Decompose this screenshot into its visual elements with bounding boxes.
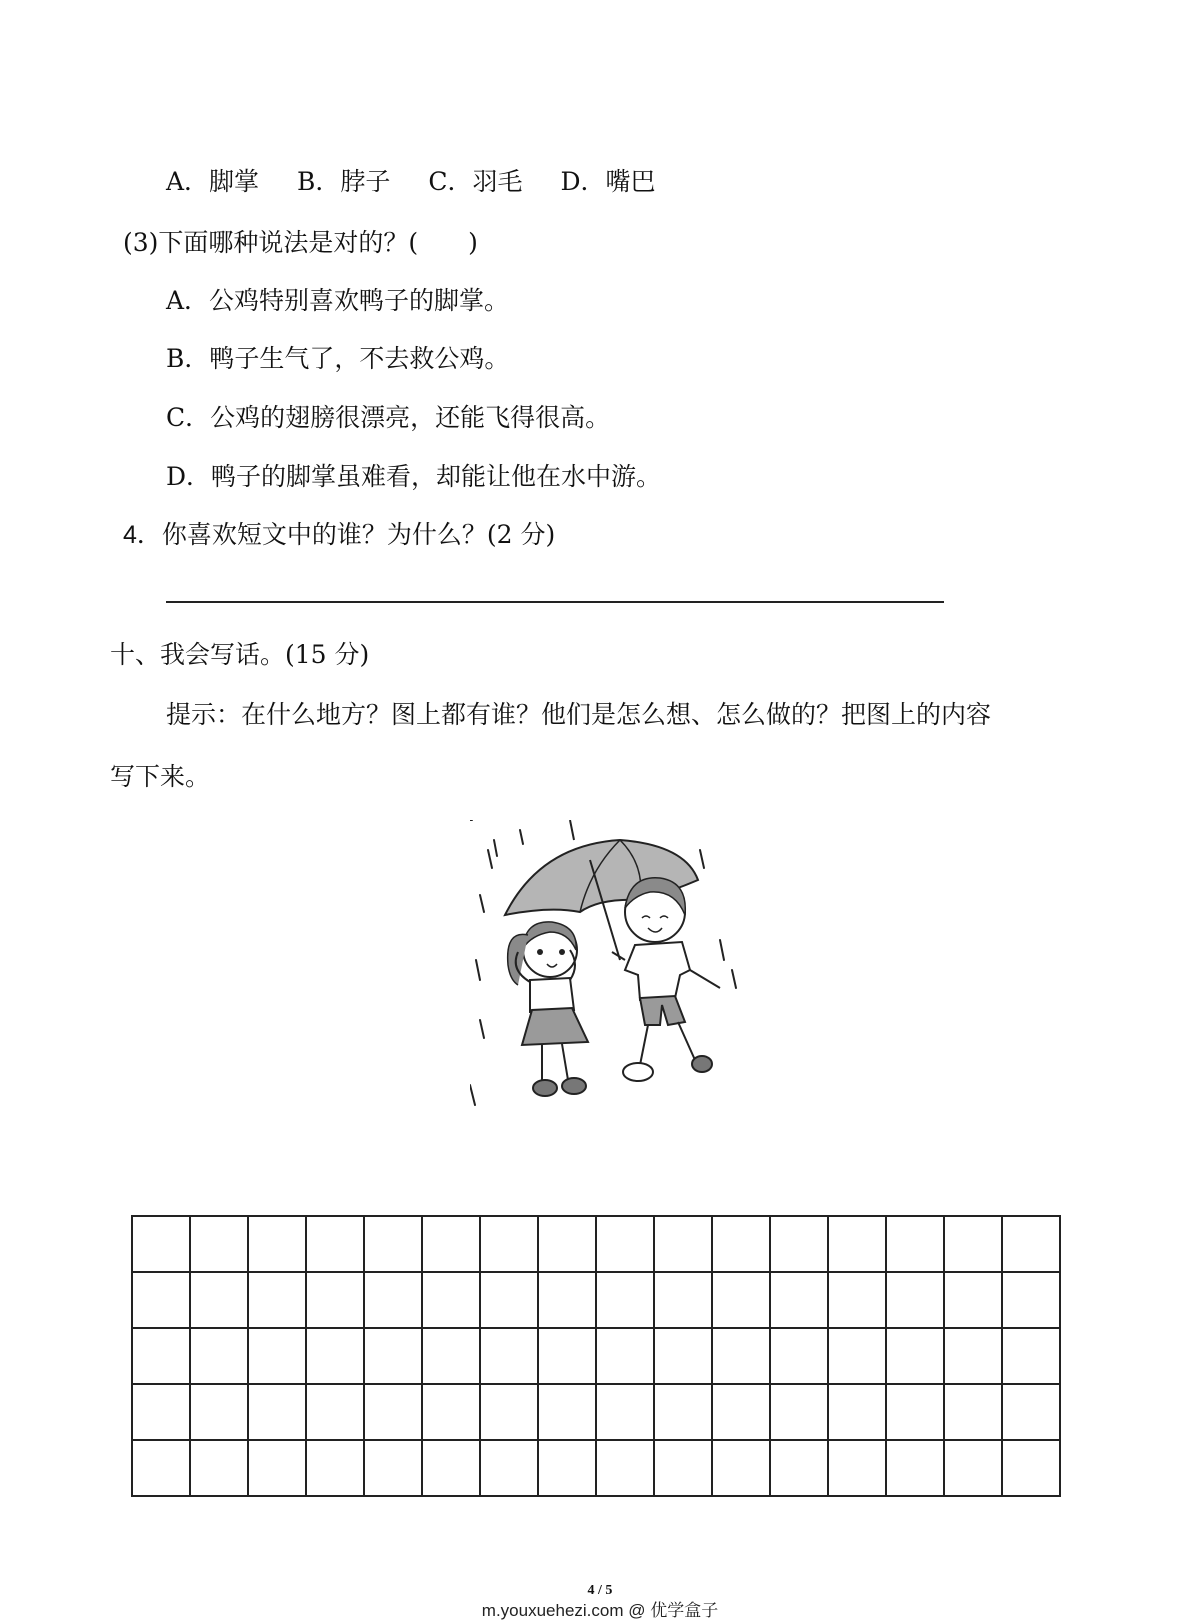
grid-cell[interactable] <box>596 1216 654 1272</box>
grid-row <box>132 1440 1060 1496</box>
grid-cell[interactable] <box>364 1216 422 1272</box>
grid-cell[interactable] <box>596 1440 654 1496</box>
grid-cell[interactable] <box>654 1328 712 1384</box>
grid-row <box>132 1272 1060 1328</box>
grid-cell[interactable] <box>190 1384 248 1440</box>
grid-cell[interactable] <box>306 1272 364 1328</box>
grid-cell[interactable] <box>712 1272 770 1328</box>
grid-cell[interactable] <box>190 1216 248 1272</box>
grid-cell[interactable] <box>538 1216 596 1272</box>
grid-row <box>132 1216 1060 1272</box>
answer-line[interactable] <box>166 601 944 603</box>
writing-grid[interactable] <box>131 1215 1061 1497</box>
question-3-option-b: B．鸭子生气了，不去救公鸡。 <box>166 344 510 373</box>
grid-cell[interactable] <box>886 1272 944 1328</box>
grid-cell[interactable] <box>538 1384 596 1440</box>
option-c: C．羽毛 <box>428 167 523 196</box>
umbrella-children-illustration <box>470 820 770 1150</box>
grid-cell[interactable] <box>944 1272 1002 1328</box>
grid-cell[interactable] <box>306 1384 364 1440</box>
grid-cell[interactable] <box>422 1384 480 1440</box>
grid-cell[interactable] <box>480 1216 538 1272</box>
grid-cell[interactable] <box>480 1328 538 1384</box>
grid-cell[interactable] <box>364 1328 422 1384</box>
grid-cell[interactable] <box>1002 1328 1060 1384</box>
question-4-text: 你喜欢短文中的谁？为什么？(2 分) <box>161 520 556 549</box>
grid-cell[interactable] <box>712 1384 770 1440</box>
question-3-stem: (3)下面哪种说法是对的？( ) <box>123 228 478 257</box>
grid-cell[interactable] <box>944 1328 1002 1384</box>
grid-cell[interactable] <box>828 1328 886 1384</box>
grid-cell[interactable] <box>364 1384 422 1440</box>
option-b: B．脖子 <box>297 167 391 196</box>
option-d: D．嘴巴 <box>560 167 656 196</box>
grid-cell[interactable] <box>828 1384 886 1440</box>
grid-cell[interactable] <box>132 1216 190 1272</box>
grid-row <box>132 1328 1060 1384</box>
grid-cell[interactable] <box>770 1216 828 1272</box>
grid-cell[interactable] <box>132 1272 190 1328</box>
grid-cell[interactable] <box>654 1216 712 1272</box>
grid-cell[interactable] <box>654 1272 712 1328</box>
grid-cell[interactable] <box>770 1440 828 1496</box>
grid-cell[interactable] <box>886 1440 944 1496</box>
grid-cell[interactable] <box>422 1272 480 1328</box>
section-10-title: 十、我会写话。(15 分) <box>110 640 370 669</box>
grid-cell[interactable] <box>944 1440 1002 1496</box>
grid-row <box>132 1384 1060 1440</box>
grid-cell[interactable] <box>422 1440 480 1496</box>
grid-cell[interactable] <box>190 1440 248 1496</box>
page-number: 4 / 5 <box>587 1583 613 1598</box>
grid-cell[interactable] <box>944 1384 1002 1440</box>
grid-cell[interactable] <box>654 1384 712 1440</box>
question-4 <box>123 520 555 550</box>
section-10-hint-line-1: 提示：在什么地方？图上都有谁？他们是怎么想、怎么做的？把图上的内容 <box>166 700 992 729</box>
grid-cell[interactable] <box>538 1328 596 1384</box>
grid-cell[interactable] <box>538 1272 596 1328</box>
grid-cell[interactable] <box>306 1328 364 1384</box>
grid-cell[interactable] <box>248 1272 306 1328</box>
question-4-number: 4． <box>123 521 162 549</box>
grid-cell[interactable] <box>480 1440 538 1496</box>
grid-cell[interactable] <box>248 1440 306 1496</box>
grid-cell[interactable] <box>886 1216 944 1272</box>
grid-cell[interactable] <box>828 1216 886 1272</box>
grid-cell[interactable] <box>828 1272 886 1328</box>
grid-cell[interactable] <box>712 1216 770 1272</box>
grid-cell[interactable] <box>190 1272 248 1328</box>
grid-cell[interactable] <box>654 1440 712 1496</box>
grid-cell[interactable] <box>886 1328 944 1384</box>
grid-cell[interactable] <box>422 1216 480 1272</box>
grid-cell[interactable] <box>944 1216 1002 1272</box>
grid-cell[interactable] <box>1002 1440 1060 1496</box>
grid-cell[interactable] <box>886 1384 944 1440</box>
grid-cell[interactable] <box>770 1272 828 1328</box>
grid-cell[interactable] <box>364 1440 422 1496</box>
grid-cell[interactable] <box>132 1384 190 1440</box>
grid-cell[interactable] <box>770 1384 828 1440</box>
watermark: m.youxuehezi.com @ 优学盒子 <box>481 1601 719 1620</box>
grid-cell[interactable] <box>306 1440 364 1496</box>
grid-cell[interactable] <box>596 1384 654 1440</box>
grid-cell[interactable] <box>132 1328 190 1384</box>
grid-cell[interactable] <box>132 1440 190 1496</box>
grid-cell[interactable] <box>1002 1272 1060 1328</box>
grid-cell[interactable] <box>248 1328 306 1384</box>
question-3-option-a: A．公鸡特别喜欢鸭子的脚掌。 <box>166 286 510 315</box>
grid-cell[interactable] <box>248 1384 306 1440</box>
grid-cell[interactable] <box>190 1328 248 1384</box>
grid-cell[interactable] <box>1002 1384 1060 1440</box>
grid-cell[interactable] <box>480 1384 538 1440</box>
grid-cell[interactable] <box>712 1328 770 1384</box>
grid-cell[interactable] <box>770 1328 828 1384</box>
grid-cell[interactable] <box>364 1272 422 1328</box>
option-a: A．脚掌 <box>166 167 260 196</box>
question-3-option-c: C．公鸡的翅膀很漂亮，还能飞得很高。 <box>166 403 611 432</box>
grid-cell[interactable] <box>712 1440 770 1496</box>
grid-cell[interactable] <box>248 1216 306 1272</box>
grid-cell[interactable] <box>306 1216 364 1272</box>
grid-cell[interactable] <box>596 1328 654 1384</box>
grid-cell[interactable] <box>828 1440 886 1496</box>
section-10-hint-line-2: 写下来。 <box>110 762 211 791</box>
grid-cell[interactable] <box>422 1328 480 1384</box>
question-3-option-d: D．鸭子的脚掌虽难看，却能让他在水中游。 <box>166 462 662 491</box>
grid-cell[interactable] <box>596 1272 654 1328</box>
grid-cell[interactable] <box>538 1440 596 1496</box>
grid-cell[interactable] <box>1002 1216 1060 1272</box>
grid-cell[interactable] <box>480 1272 538 1328</box>
question-2-options <box>166 167 685 197</box>
